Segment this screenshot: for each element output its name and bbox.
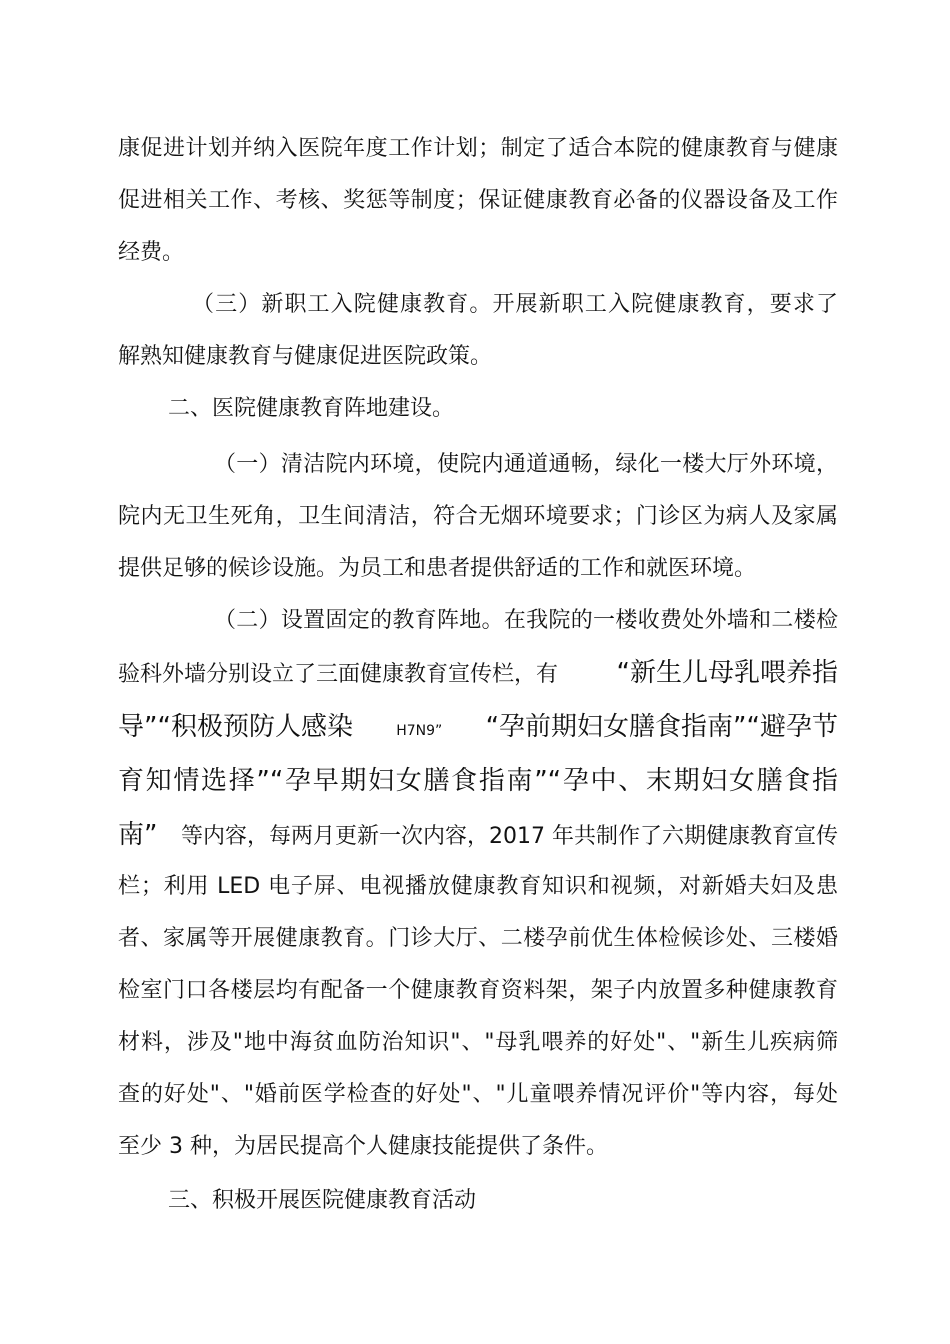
text-span: 等内容，每两月更新一次内容，2017 年共制作了六期健康教育宣传 xyxy=(181,824,838,849)
text-line: （三）新职工入院健康教育。开展新职工入院健康教育，要求了 xyxy=(192,292,838,317)
text-line: 育知情选择”“孕早期妇女膳食指南”“孕中、末期妇女膳食指 xyxy=(118,766,838,796)
text-line: 查的好处"、"婚前医学检查的好处"、"儿童喂养情况评价"等内容，每处 xyxy=(118,1082,838,1107)
text-line xyxy=(118,658,838,690)
text-line xyxy=(118,712,838,746)
text-line: 栏；利用 LED 电子屏、电视播放健康教育知识和视频，对新婚夫妇及患 xyxy=(118,874,838,899)
text-line: （二）设置固定的教育阵地。在我院的一楼收费处外墙和二楼检 xyxy=(214,608,838,633)
heading-part: 医院健康教育活动 xyxy=(300,1188,477,1213)
text-line: 经费。 xyxy=(118,240,185,265)
text-span: H7N9” xyxy=(396,723,443,739)
text-span: 验科外墙分别设立了三面健康教育宣传栏，有 xyxy=(118,662,559,687)
text-line: （一）清洁院内环境，使院内通道通畅，绿化一楼大厅外环境， xyxy=(214,452,838,477)
text-line: 院内无卫生死角，卫生间清洁，符合无烟环境要求；门诊区为病人及家属 xyxy=(118,504,838,529)
text-line: 材料，涉及"地中海贫血防治知识"、"母乳喂养的好处"、"新生儿疾病筛 xyxy=(118,1030,838,1055)
section-heading: 二、医院健康教育阵地建设。 xyxy=(168,396,455,421)
text-line: 检室门口各楼层均有配备一个健康教育资料架，架子内放置多种健康教育 xyxy=(118,978,838,1003)
text-line: 康促进计划并纳入医院年度工作计划；制定了适合本院的健康教育与健康 xyxy=(118,136,838,161)
text-span: 南” xyxy=(118,820,158,850)
text-span: 导”“积极预防人感染 xyxy=(118,712,353,742)
text-line: 解熟知健康教育与健康促进医院政策。 xyxy=(118,344,493,369)
text-line: 至少 3 种，为居民提高个人健康技能提供了条件。 xyxy=(118,1134,608,1159)
text-line: 者、家属等开展健康教育。门诊大厅、二楼孕前优生体检候诊处、三楼婚 xyxy=(118,926,838,951)
section-heading xyxy=(168,1186,888,1216)
text-line xyxy=(118,820,838,852)
text-line: 提供足够的候诊设施。为员工和患者提供舒适的工作和就医环境。 xyxy=(118,556,757,581)
text-span: “孕前期妇女膳食指南”“避孕节 xyxy=(485,712,838,742)
text-line: 促进相关工作、考核、奖惩等制度；保证健康教育必备的仪器设备及工作 xyxy=(118,188,838,213)
text-span: “新生儿母乳喂养指 xyxy=(616,658,838,688)
heading-part: 三、积极开展 xyxy=(168,1188,301,1213)
